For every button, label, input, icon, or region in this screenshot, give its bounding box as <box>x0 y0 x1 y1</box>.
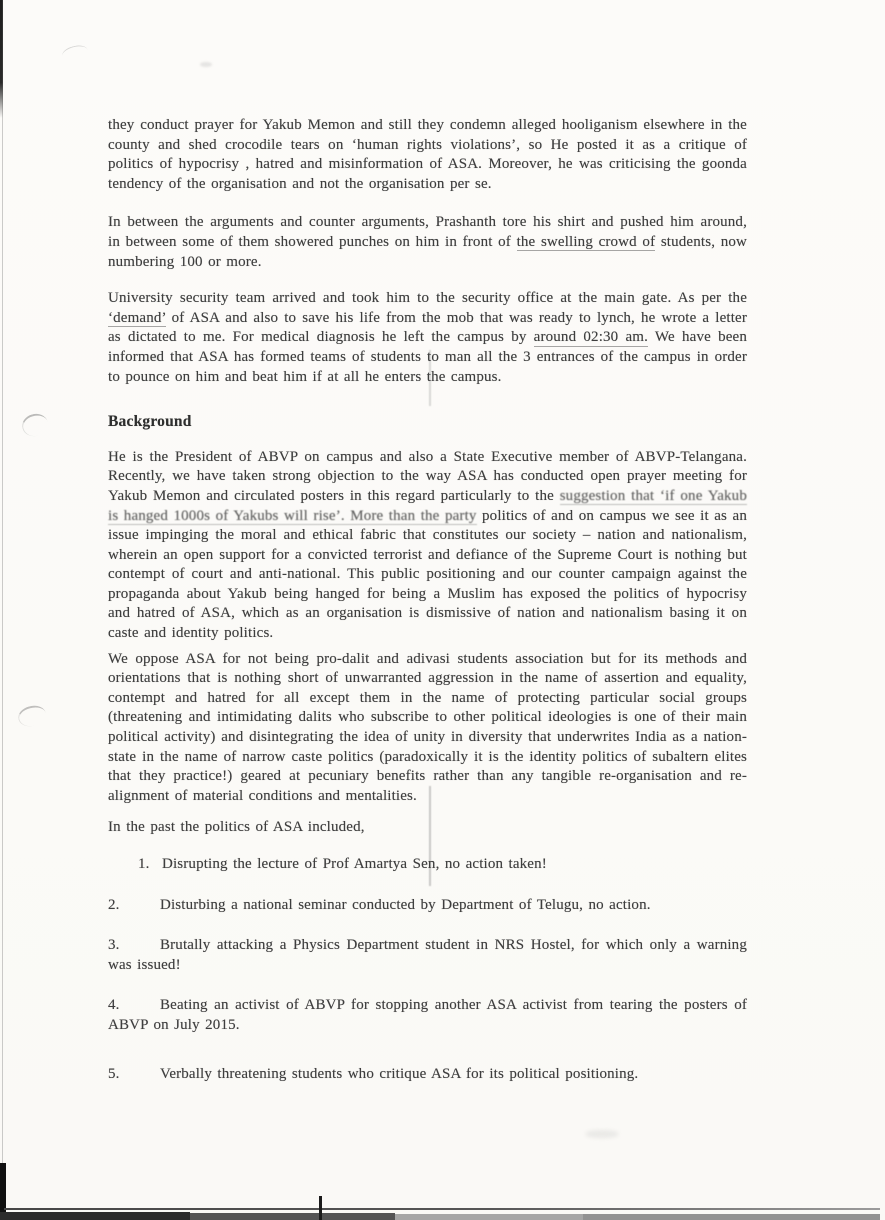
scan-artifact-bottom-tick <box>319 1196 322 1220</box>
underlined-text: ‘demand’ <box>108 309 166 326</box>
list-item-4 <box>108 996 747 1035</box>
list-item-5 <box>108 1065 747 1085</box>
list-item-2 <box>108 896 747 916</box>
list-text: Brutally attacking a Physics Department student in NRS Hostel, for which only a warning was issued! <box>108 937 747 973</box>
section-heading-background: Background <box>108 413 192 431</box>
scan-artifact-pen-curve <box>61 43 90 63</box>
list-text: Beating an activist of ABVP for stopping another ASA activist from tearing the posters of ABVP on July 2015. <box>108 997 747 1033</box>
paragraph-text: He is the President of ABVP on campus and also a State Executive member of ABVP-Telangana. Recently, we have taken strong objection to the way ASA has conducted open prayer meeting for Yakub Memon and circulated posters in this regard particularly to the <box>108 448 747 504</box>
paragraph-text: politics of and on campus we see it as an issue impinging the moral and ethical fabric that constitutes our society – nation and nationalism, wherein an open support for a convicted terrorist and defiance of the Supreme Court is nothing but contempt of court and anti-national. This public positioning and our counter campaign against the propaganda about Yakub being hanged for being a Muslim has exposed the politics of hypocrisy and hatred of ASA, which as an organisation is dismissive of nation and nationalism basing it on caste and identity politics. <box>108 507 747 642</box>
scan-artifact-bottom-line <box>4 1208 880 1210</box>
scan-artifact-bottom-band <box>395 1214 583 1220</box>
scan-artifact-bottom-left-edge <box>0 1163 6 1220</box>
scan-artifact-left-edge-line <box>2 0 3 1220</box>
paragraph-text: students, now numbering 100 or more. <box>108 233 747 270</box>
paragraph-altercation <box>108 213 747 272</box>
paragraph-background <box>108 448 747 644</box>
scan-artifact-bottom-band <box>190 1213 395 1220</box>
list-number: 1. <box>138 856 150 872</box>
underlined-text: the swelling crowd of <box>516 233 656 250</box>
paragraph-opposition: We oppose ASA for not being pro-dalit and adivasi students association but for its methods and orientations that is nothing short of unwarranted aggression in the name of assertion and equality, contempt and hatred for all except them in the name of protecting particular social groups (threatening and intimidating dalits who subscribe to other political ideologies is one of their main political activity) and disintegrating the idea of unity in diversity that underwrites India as a nation-state in the name of narrow caste politics (paradoxically it is the identity politics of subaltern elites that they practice!) geared at pecuniary benefits rather than any tangible re-organisation and re-alignment of material conditions and mentalities. <box>108 650 747 804</box>
paragraph-list-intro: In the past the politics of ASA included, <box>108 819 365 836</box>
paragraph-security <box>108 289 747 387</box>
underlined-text: around 02:30 am. <box>533 329 649 346</box>
document-body <box>108 116 747 1084</box>
scan-artifact-pen-curve <box>16 703 48 729</box>
list-text: Disturbing a national seminar conducted by Department of Telugu, no action. <box>160 896 651 913</box>
scan-artifact-bottom-band <box>583 1214 880 1220</box>
paragraph-text: University security team arrived and took him to the security office at the main gate. As per the <box>108 290 747 307</box>
list-number: 2. <box>108 896 120 913</box>
smudged-underlined-text: suggestion that ‘if one Yakub is hanged 1000s of Yakubs will rise’. More than the party <box>108 487 747 524</box>
scan-artifact-smudge <box>200 62 212 67</box>
paragraph-text: of ASA and also to save his life from the mob that was ready to lynch, he wrote a letter as dictated to me. For medical diagnosis he left the campus by <box>108 309 747 346</box>
list-number: 4. <box>108 997 120 1014</box>
paragraph-incident-context: they conduct prayer for Yakub Memon and still they condemn alleged hooliganism elsewhere in the county and shed crocodile tears on ‘human rights violations’, so He posted it as a critique of politics of hypocrisy , hatred and misinformation of ASA. Moreover, he was criticising the goonda tendency of the organisation and not the organisation per se. <box>108 117 747 192</box>
list-number: 5. <box>108 1065 120 1082</box>
scan-artifact-pen-curve <box>19 411 50 439</box>
list-number: 3. <box>108 937 120 954</box>
list-item-3 <box>108 936 747 975</box>
list-text: Verbally threatening students who critique ASA for its political positioning. <box>160 1065 639 1082</box>
paragraph-text: We have been informed that ASA has formed teams of students to man all the 3 entrances of the campus in order to pounce on him and beat him if at all he enters the campus. <box>108 329 747 385</box>
paragraph-text: In between the arguments and counter arguments, Prashanth tore his shirt and pushed him around, in between some of them showered punches on him in front of <box>108 214 747 250</box>
list-text: Disrupting the lecture of Prof Amartya Sen, no action taken! <box>162 856 547 872</box>
scan-artifact-bottom-band <box>0 1212 190 1220</box>
scan-artifact-smudge <box>585 1130 619 1138</box>
list-item-1 <box>138 855 747 875</box>
scan-artifact-top-left-edge <box>0 0 3 118</box>
